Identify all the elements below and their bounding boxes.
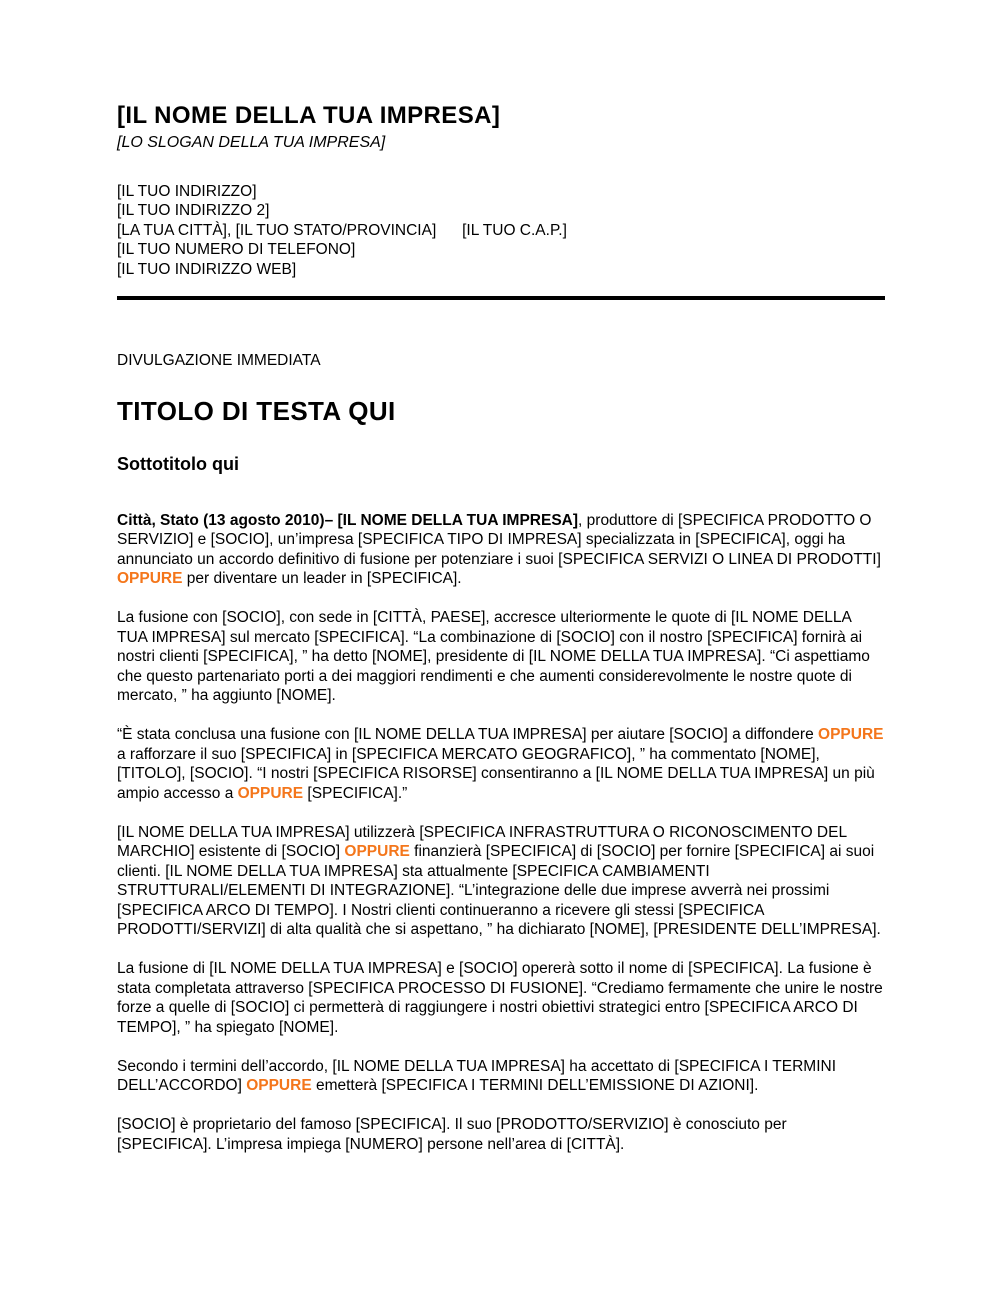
body-paragraph xyxy=(117,959,885,1037)
address-line: [IL TUO INDIRIZZO 2] xyxy=(117,202,270,220)
oppure-highlight: OPPURE xyxy=(237,784,304,802)
body-paragraph xyxy=(117,1115,885,1154)
text-segment: Secondo i termini dell’accordo, [IL NOME DELLA TUA IMPRESA] ha accettato di [SPECIFICA I TERMINI DELL’ACCORDO] xyxy=(117,1057,837,1095)
address-line: [IL TUO INDIRIZZO WEB] xyxy=(117,260,297,278)
body-paragraph xyxy=(117,511,885,589)
body-paragraph xyxy=(117,608,885,706)
text-segment: a rafforzare il suo [SPECIFICA] in [SPECIFICA MERCATO GEOGRAFICO], ” ha commentato [NOME], [TITOLO], [SOCIO]. “I nostri [SPECIFICA RISORSE] consentiranno a [IL NOME DELLA TUA IMPRESA] un più ampio accesso a xyxy=(117,745,875,802)
text-segment: [IL NOME DELLA TUA IMPRESA] utilizzerà [SPECIFICA INFRASTRUTTURA O RICONOSCIMENTO DEL MARCHIO] esistente di [SOCIO] xyxy=(117,823,847,861)
text-segment: La fusione con [SOCIO], con sede in [CITTÀ, PAESE], accresce ulteriormente le quote di [IL NOME DELLA TUA IMPRESA] sul mercato [SPECIFICA]. “La combinazione di [SOCIO] con il nostro [SPECIFICA] fornirà ai nostri clienti [SPECIFICA], ” ha detto [NOME], presidente di [IL NOME DELLA TUA IMPRESA]. “Ci aspettiamo che questo partenariato porti a dei maggiori rendimenti e che aumenti considerevolmente le nostre quote di mercato, ” ha aggiunto [NOME]. xyxy=(117,609,870,705)
release-tag: DIVULGAZIONE IMMEDIATA xyxy=(117,352,321,370)
text-segment: [SOCIO] è proprietario del famoso [SPECIFICA]. Il suo [PRODOTTO/SERVIZIO] è conosciuto per [SPECIFICA]. L’impresa impiega [NUMERO] persone nell’area di [CITTÀ]. xyxy=(117,1116,787,1153)
subheadline: Sottotitolo qui xyxy=(117,454,239,475)
company-slogan: [LO SLOGAN DELLA TUA IMPRESA] xyxy=(117,133,386,151)
text-segment: finanzierà [SPECIFICA] di [SOCIO] per fornire [SPECIFICA] ai suoi clienti. [IL NOME DELLA TUA IMPRESA] sta attualmente [SPECIFICA CAMBIAMENTI STRUTTURALI/ELEMENTI DI INTEGRAZIONE]. “L’integrazione delle due imprese avverrà nei prossimi [SPECIFICA ARCO DI TEMPO]. I Nostri clienti continueranno a ricevere gli stessi [SPECIFICA PRODOTTI/SERVIZI] di alta qualità che si aspettano, ” ha dichiarato [NOME], [PRESIDENTE DELL’IMPRESA]. xyxy=(117,843,881,939)
company-name: [IL NOME DELLA TUA IMPRESA] xyxy=(117,102,501,129)
headline: TITOLO DI TESTA QUI xyxy=(117,395,396,426)
text-segment: “È stata conclusa una fusione con [IL NOME DELLA TUA IMPRESA] per aiutare [SOCIO] a diffondere xyxy=(117,726,819,744)
header-divider xyxy=(117,296,885,300)
text-segment: per diventare un leader in [SPECIFICA]. xyxy=(182,570,462,588)
body-paragraph xyxy=(117,1057,885,1096)
oppure-highlight: OPPURE xyxy=(117,570,183,588)
address-line: [LA TUA CITTÀ], [IL TUO STATO/PROVINCIA] [IL TUO C.A.P.] xyxy=(117,221,567,239)
body-paragraph xyxy=(117,823,885,940)
body-paragraph xyxy=(117,725,885,803)
text-segment: La fusione di [IL NOME DELLA TUA IMPRESA] e [SOCIO] opererà sotto il nome di [SPECIFICA]. La fusione è stata completata attraverso [SPECIFICA PROCESSO DI FUSIONE]. “Crediamo fermamente che unire le nostre forze a quelle di [SOCIO] ci permetterà di raggiungere i nostri obiettivi strategici entro [SPECIFICA ARCO DI TEMPO], ” ha spiegato [NOME]. xyxy=(117,960,883,1036)
address-block xyxy=(117,182,885,280)
oppure-highlight: OPPURE xyxy=(246,1077,312,1095)
text-segment: Città, Stato (13 agosto 2010)– [IL NOME DELLA TUA IMPRESA] xyxy=(117,511,579,529)
text-segment: [SPECIFICA].” xyxy=(303,784,408,802)
press-release-body xyxy=(117,511,885,1155)
address-line: [IL TUO NUMERO DI TELEFONO] xyxy=(117,241,356,259)
oppure-highlight: OPPURE xyxy=(344,843,410,861)
oppure-highlight: OPPURE xyxy=(818,726,884,744)
address-line: [IL TUO INDIRIZZO] xyxy=(117,182,257,200)
text-segment: emetterà [SPECIFICA I TERMINI DELL’EMISSIONE DI AZIONI]. xyxy=(311,1077,759,1095)
text-segment: , produttore di [SPECIFICA PRODOTTO O SERVIZIO] e [SOCIO], un’impresa [SPECIFICA TIPO DI IMPRESA] specializzata in [SPECIFICA], oggi ha annunciato un accordo definitivo di fusione per potenziare i suoi [SPECIFICA SERVIZI O LINEA DI PRODOTTI] xyxy=(117,511,881,568)
